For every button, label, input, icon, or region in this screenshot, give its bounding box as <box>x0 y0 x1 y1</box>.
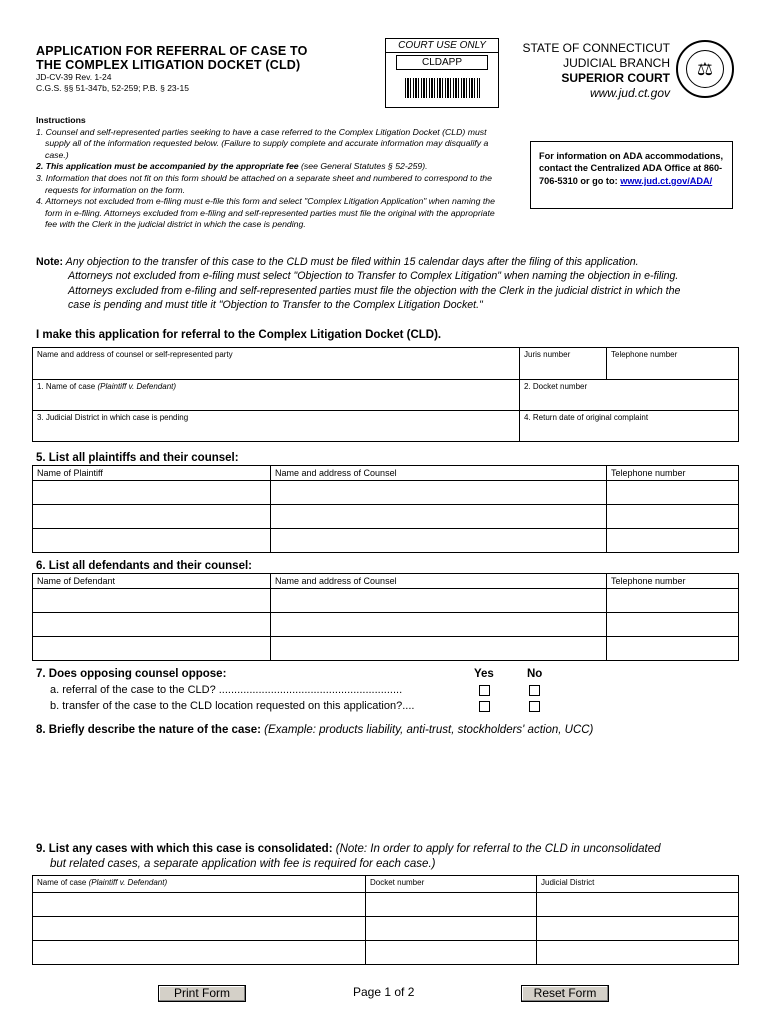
consolidated-table <box>32 875 739 965</box>
juris-label: Juris number <box>524 350 571 359</box>
plaintiff-counsel-field[interactable] <box>271 529 607 553</box>
consolidated-col-case-italic: (Plaintiff v. Defendant) <box>88 878 168 887</box>
return-date-label: 4. Return date of original complaint <box>524 413 649 422</box>
consolidated-col-docket: Docket number <box>366 876 537 893</box>
consolidated-col-district: Judicial District <box>537 876 739 893</box>
plaintiff-col-counsel: Name and address of Counsel <box>271 466 607 481</box>
instruction-4: 4. Attorneys not excluded from e-filing must e-file this form and select "Complex Litigation Application" when naming the form in e-filing. Attorneys excluded from e-filing and self-represented parties must file the original with the appropriate fee with the Clerk in the judicial district in which the case is pending. <box>36 196 495 230</box>
defendant-name-field[interactable] <box>33 637 271 661</box>
plaintiff-phone-field[interactable] <box>607 529 739 553</box>
consolidated-heading: 9. List any cases with which this case is consolidated: <box>36 843 333 855</box>
phone-cell[interactable] <box>607 348 739 380</box>
consolidated-note1: (Note: In order to apply for referral to the CLD in unconsolidated <box>335 843 661 855</box>
consolidated-block <box>36 842 746 872</box>
plaintiff-name-field[interactable] <box>33 505 271 529</box>
consolidated-docket-field[interactable] <box>366 893 537 917</box>
name-address-cell[interactable] <box>33 348 520 380</box>
instruction-1: 1. Counsel and self-represented parties seeking to have a case referred to the Complex Litigation Docket (CLD) must supply all of the information requested below. (Failure to supply complete and accurate information may disqualify a case.) <box>36 126 489 160</box>
plaintiff-counsel-field[interactable] <box>271 505 607 529</box>
court-code: CLDAPP <box>396 55 488 70</box>
defendant-counsel-field[interactable] <box>271 613 607 637</box>
plaintiff-phone-field[interactable] <box>607 481 739 505</box>
plaintiff-col-phone: Telephone number <box>607 466 739 481</box>
consolidated-district-field[interactable] <box>537 893 739 917</box>
no-label: No <box>527 668 543 680</box>
seal-icon: ⚖ <box>676 40 734 98</box>
ada-text: For information on ADA accommodations, contact the Centralized ADA Office at 860-706-5310 or go to: <box>539 151 724 186</box>
defendant-col-phone: Telephone number <box>607 574 739 589</box>
nature-heading: 8. Briefly describe the nature of the case: <box>36 724 261 736</box>
case-name-label: 1. Name of case <box>37 382 98 391</box>
nature-block <box>36 724 593 736</box>
consolidated-note2: but related cases, a separate application with fee is required for each case.) <box>50 858 436 870</box>
docket-label: 2. Docket number <box>524 382 588 391</box>
defendant-counsel-field[interactable] <box>271 589 607 613</box>
note-line1: Any objection to the transfer of this case to the CLD must be filed within 15 calendar days after the filing of this application. <box>63 256 639 268</box>
defendant-col-counsel: Name and address of Counsel <box>271 574 607 589</box>
instruction-2-bold: 2. This application must be accompanied by the appropriate fee <box>36 161 299 172</box>
nature-field[interactable] <box>36 742 736 834</box>
plaintiff-col-name: Name of Plaintiff <box>33 466 271 481</box>
phone-label: Telephone number <box>611 350 678 359</box>
docket-cell[interactable] <box>520 380 739 411</box>
note <box>36 255 736 312</box>
reset-form-button[interactable]: Reset Form <box>521 985 609 1002</box>
district-label: 3. Judicial District in which case is pending <box>37 413 189 422</box>
statutes: C.G.S. §§ 51-347b, 52-259; P.B. § 23-15 <box>36 83 189 93</box>
plaintiffs-table <box>32 465 739 553</box>
form-title-line2: THE COMPLEX LITIGATION DOCKET (CLD) <box>36 58 301 72</box>
juris-cell[interactable] <box>520 348 607 380</box>
defendant-name-field[interactable] <box>33 589 271 613</box>
form-id: JD-CV-39 Rev. 1-24 <box>36 72 112 82</box>
website: www.jud.ct.gov <box>589 86 670 100</box>
print-form-button[interactable]: Print Form <box>158 985 246 1002</box>
oppose-a-no-checkbox[interactable] <box>529 685 540 696</box>
note-label: Note: <box>36 256 64 268</box>
instruction-3: 3. Information that does not fit on this form should be attached on a separate sheet and numbered to correspond to the requests for information on the form. <box>36 172 492 195</box>
consolidated-docket-field[interactable] <box>366 941 537 965</box>
consolidated-district-field[interactable] <box>537 917 739 941</box>
plaintiff-counsel-field[interactable] <box>271 481 607 505</box>
court-use-label: COURT USE ONLY <box>386 39 498 53</box>
ada-box <box>530 141 733 209</box>
plaintiff-name-field[interactable] <box>33 529 271 553</box>
oppose-b: b. transfer of the case to the CLD location requested on this application?.... <box>50 700 415 712</box>
ada-link[interactable]: www.jud.ct.gov/ADA/ <box>620 175 713 186</box>
oppose-heading: 7. Does opposing counsel oppose: <box>36 668 227 680</box>
defendant-name-field[interactable] <box>33 613 271 637</box>
branch-name: JUDICIAL BRANCH <box>563 56 670 70</box>
note-line2: Attorneys not excluded from e-filing must select "Objection to Transfer to Complex Litigation" when naming the objection in e-filing. <box>68 270 679 283</box>
plaintiff-phone-field[interactable] <box>607 505 739 529</box>
form-title <box>36 44 308 72</box>
defendant-phone-field[interactable] <box>607 613 739 637</box>
instructions-heading: Instructions <box>36 115 86 125</box>
consolidated-case-field[interactable] <box>33 917 366 941</box>
defendant-col-name: Name of Defendant <box>33 574 271 589</box>
state-name: STATE OF CONNECTICUT <box>522 41 670 55</box>
consolidated-district-field[interactable] <box>537 941 739 965</box>
state-block <box>522 41 670 101</box>
consolidated-col-case-label: Name of case <box>37 878 89 887</box>
yes-label: Yes <box>474 668 494 680</box>
name-address-label: Name and address of counsel or self-represented party <box>37 350 233 359</box>
court-name: SUPERIOR COURT <box>561 71 670 85</box>
consolidated-case-field[interactable] <box>33 893 366 917</box>
consolidated-col-case <box>33 876 366 893</box>
form-title-line1: APPLICATION FOR REFERRAL OF CASE TO <box>36 44 308 58</box>
case-name-italic: (Plaintiff v. Defendant) <box>97 382 177 391</box>
instructions <box>36 115 506 231</box>
consolidated-case-field[interactable] <box>33 941 366 965</box>
defendants-heading: 6. List all defendants and their counsel: <box>36 560 252 572</box>
application-table <box>32 347 739 442</box>
barcode <box>405 78 480 98</box>
note-line4: case is pending and must title it "Objection to Transfer to the Complex Litigation Docket." <box>68 298 483 311</box>
consolidated-docket-field[interactable] <box>366 917 537 941</box>
oppose-b-yes-checkbox[interactable] <box>479 701 490 712</box>
page-number: Page 1 of 2 <box>353 985 415 999</box>
oppose-a-yes-checkbox[interactable] <box>479 685 490 696</box>
district-cell[interactable] <box>33 411 520 442</box>
oppose-b-no-checkbox[interactable] <box>529 701 540 712</box>
return-date-cell[interactable] <box>520 411 739 442</box>
defendant-counsel-field[interactable] <box>271 637 607 661</box>
application-heading: I make this application for referral to the Complex Litigation Docket (CLD). <box>36 329 442 341</box>
defendants-table <box>32 573 739 661</box>
defendant-phone-field[interactable] <box>607 589 739 613</box>
case-name-cell[interactable] <box>33 380 520 411</box>
instruction-2-rest: (see General Statutes § 52-259). <box>298 161 428 172</box>
note-line3: Attorneys excluded from e-filing and self-represented parties must file the objection with the Clerk in the judicial district in which the <box>68 284 681 297</box>
plaintiffs-heading: 5. List all plaintiffs and their counsel: <box>36 452 239 464</box>
instruction-2 <box>36 161 506 173</box>
oppose-a: a. referral of the case to the CLD? ............................................................ <box>50 684 403 696</box>
nature-example: (Example: products liability, anti-trust, stockholders' action, UCC) <box>264 724 594 736</box>
plaintiff-name-field[interactable] <box>33 481 271 505</box>
defendant-phone-field[interactable] <box>607 637 739 661</box>
